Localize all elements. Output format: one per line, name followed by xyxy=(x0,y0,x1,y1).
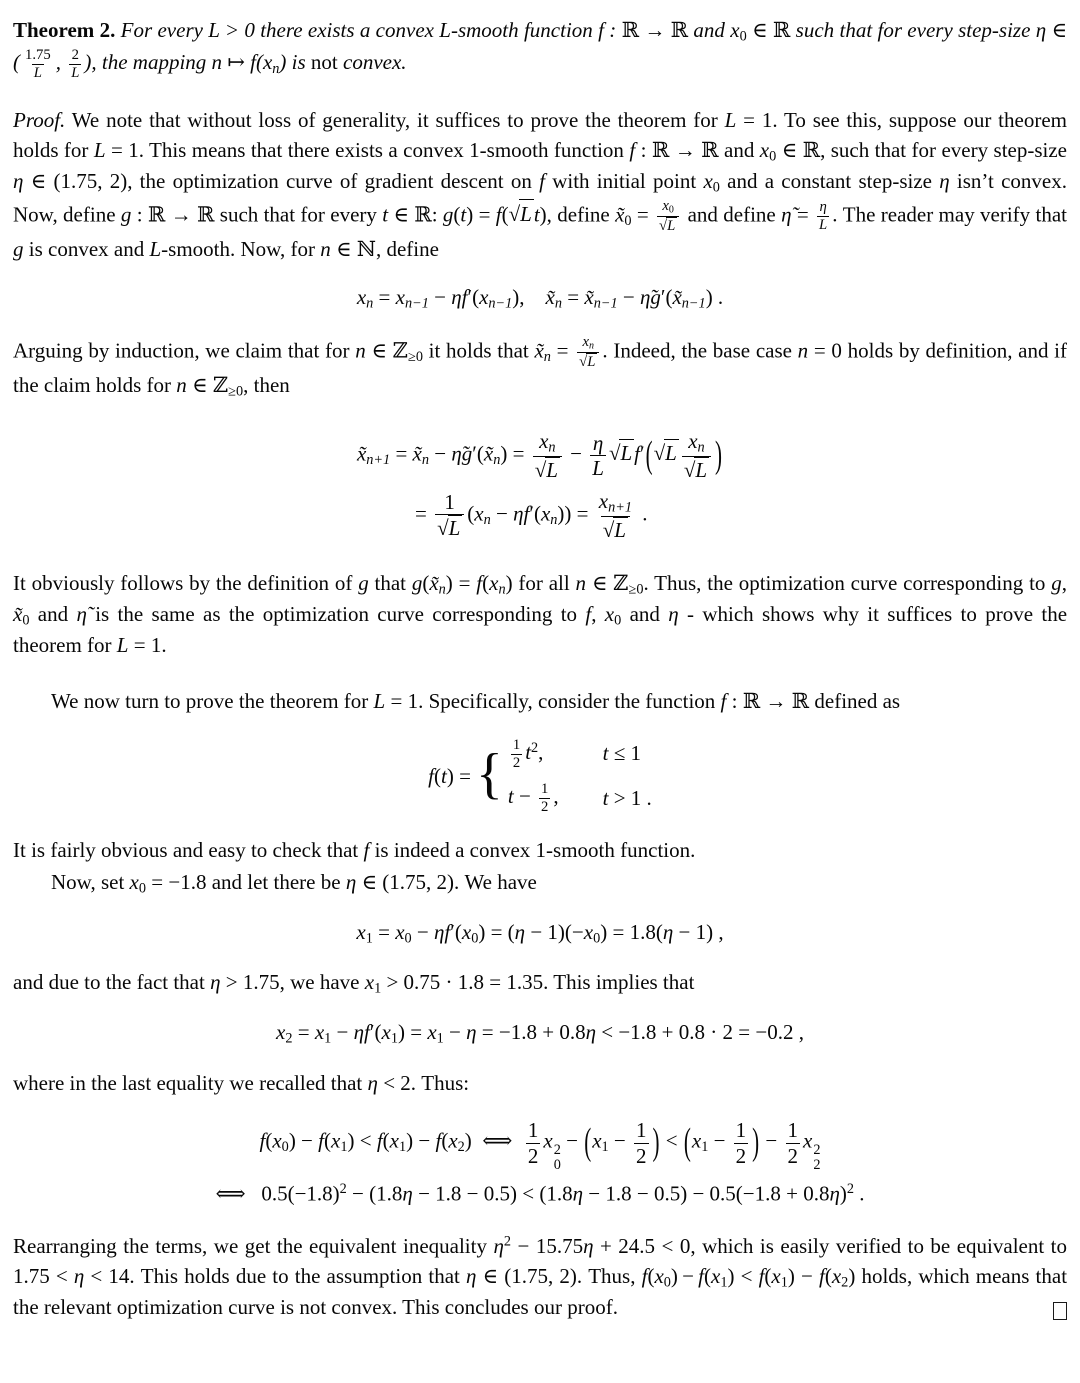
eq-gd-recurrence: xn = xn−1 − ηf′(xn−1), x̃n = x̃n−1 − η̃g′(x̃n−1) . xyxy=(356,285,724,313)
piecewise-case-2-expr: t − $\frac{1}{2}$ , xyxy=(507,781,559,816)
prove-L1-paragraph: We now turn to prove the theorem for L = 1. Specifically, consider the function f : ℝ → ℝ defined as xyxy=(51,688,901,713)
eq-piecewise-f xyxy=(13,737,1067,817)
theorem-statement: Theorem 2. For every L > 0 there exists a convex L-smooth function f : ℝ → ℝ and x0 ∈ ℝ such that for every step-size η ∈ ( $\frac{1.75}{L}$ , $\frac{2}{L}$ ), the mapping n ↦ f(xn) is not convex. xyxy=(13,18,1068,81)
eq-induction-step xyxy=(13,422,1067,550)
post-induction-paragraph: It obviously follows by the definition of g that g(x̃n) = f(xn) for all n ∈ ℤ≥0. Thus, the optimization curve corresponding to g, x̃0 and η̃ is the same as the optimization curve corresponding to f, x0 and η - which shows why it suffices to prove the theorem for L = 1. xyxy=(13,571,1068,658)
piecewise-case-1-cond: t ≤ 1 xyxy=(602,741,641,766)
eq-induction-line-2: = 1 √ L (xn − ηf′(xn)) = xn+1 √ L . xyxy=(414,488,648,542)
eq-induction-align-block xyxy=(357,422,723,550)
smoothness-remark-paragraph: It is fairly obvious and easy to check that f is indeed a convex 1-smooth function. xyxy=(13,838,696,863)
eq-equivalence-line-1: f(x0) − f(x1) < f(x1) − f(x2) ⟺ $\frac{1}{2}$ x 2 0 − (x1 − $\frac{1}{2}$ ) < (x1 − $\frac{1}{2}$ ) − $\frac{1}{2}$ x 2 2 xyxy=(259,1118,821,1174)
piecewise-case-1-expr: $\frac{1}{2}$ $t^2$, xyxy=(512,736,544,771)
eq-equivalence-line-2: ⟺ $0.5(-1.8)^2 - (1.8\eta - 1.8 - 0.5) < (1.8\eta - 1.8 - 0.5) - 0.5(-1.8 + 0.8\eta)^2$ . xyxy=(215,1181,865,1206)
concluding-paragraph xyxy=(13,1232,1067,1323)
eq-x2: x2 = x1 − ηf′(x1) = x1 − η = −1.8 + 0.8η < −1.8 + 0.8 · 2 = −0.2 , xyxy=(276,1020,804,1048)
last-equality-paragraph: where in the last equality we recalled that η < 2. Thus: xyxy=(13,1070,470,1095)
proof-opening-paragraph: Proof. We note that without loss of generality, it suffices to prove the theorem for L = 1. To see this, suppose our theorem holds for L = 1. This means that there exists a convex 1-smooth function f : ℝ → ℝ and x0 ∈ ℝ, such that for every step-size η ∈ (1.75, 2), the optimization curve of gradient descent on f with initial point x0 and a constant step-size η isn’t convex. Now, define g : ℝ → ℝ such that for every t ∈ ℝ: g(t) = f( √ L t), define x̃0 = x0 √ L and define η̃ = $\frac{\eta}{L}$ . The reader may verify that g is convex and L-smooth. Now, for n ∈ ℕ, define xyxy=(13,107,1067,261)
eq-induction-line-1: x̃n+1 = x̃n − η̃g′(x̃n) = xn √ L − $\frac{\eta}{L}$ √ L f′( √ L xn √ L ) xyxy=(356,428,723,482)
eq-equivalence xyxy=(13,1118,1067,1208)
cases-brace: { xyxy=(475,743,503,806)
qed-box xyxy=(1053,1302,1067,1320)
piecewise-lhs: f(t) = xyxy=(428,763,471,788)
eq-x1: x1 = x0 − ηf′(x0) = (η − 1)(−x0) = 1.8(η − 1) , xyxy=(356,920,724,947)
concluding-text: Rearranging the terms, we get the equivalent inequality $\eta^2 - 15.75\eta + 24.5 < 0$, which is easily verified to be equivalent to 1.75 < η < 14. This holds due to the assumption that η ∈ (1.75, 2). Thus, f(x0) − f(x1) < f(x1) − f(x2) holds, which means that the relevant optimization curve is not convex. This concludes our proof. xyxy=(13,1233,1068,1320)
piecewise-case-2-cond: t > 1 . xyxy=(602,786,652,811)
eta-bound-paragraph: and due to the fact that η > 1.75, we have x1 > 0.75 · 1.8 = 1.35. This implies that xyxy=(13,970,695,998)
cases-grid xyxy=(508,737,652,817)
setup-x0-paragraph: Now, set x0 = −1.8 and let there be η ∈ (1.75, 2). We have xyxy=(51,870,537,897)
piecewise-definition xyxy=(428,737,652,817)
induction-claim-paragraph: Arguing by induction, we claim that for n ∈ ℤ≥0 it holds that x̃n = xn √ L . Indeed, the base case n = 0 holds by definition, and if the claim holds for n ∈ ℤ≥0, then xyxy=(13,333,1067,400)
